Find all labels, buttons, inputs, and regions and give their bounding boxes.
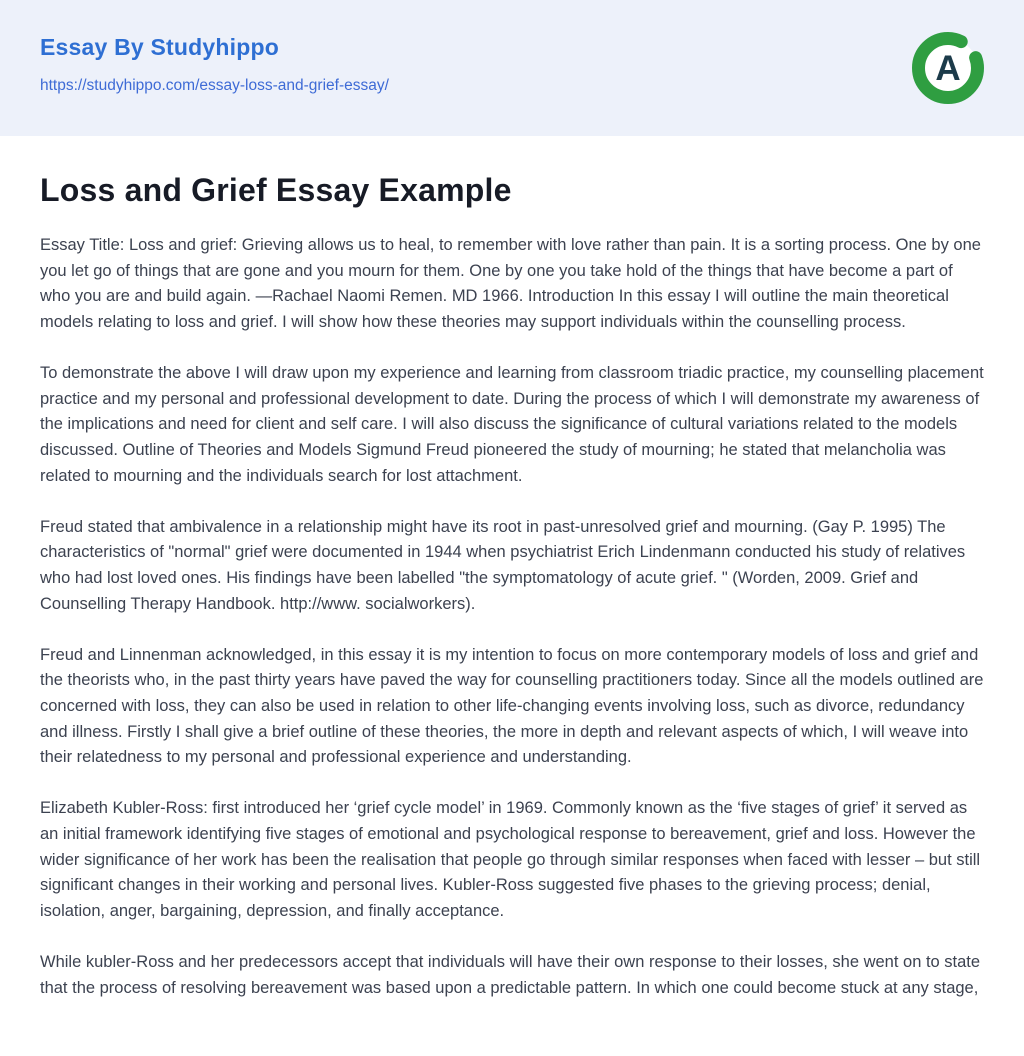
essay-paragraph: Freud and Linnenman acknowledged, in this essay it is my intention to focus on more contemporary models of loss and grief and the theorists who, in the past thirty years have paved the way for counselling practitioners today. Since all the models outlined are concerned with loss, they can also be used in relation to other life-changing events involving loss, such as divorce, redundancy and illness. Firstly I shall give a brief outline of these theories, the more in depth and relevant aspects of which, I will weave into their relatedness to my personal and professional experience and understanding. (40, 645, 984, 767)
site-title: Essay By Studyhippo (40, 34, 279, 60)
essay-title: Loss and Grief Essay Example (40, 172, 512, 208)
essay-content (0, 136, 1024, 1056)
logo-letter: A (935, 49, 961, 88)
source-url-link[interactable]: https://studyhippo.com/essay-loss-and-grief-essay/ (40, 77, 389, 94)
essay-paragraph: While kubler-Ross and her predecessors accept that individuals will have their own response to their losses, she went on to state that the process of resolving bereavement was based upon a predictable pattern. In which one could become stuck at any stage, (40, 952, 981, 997)
essay-paragraph: Freud stated that ambivalence in a relationship might have its root in past-unresolved grief and mourning. (Gay P. 1995) The characteristics of "normal" grief were documented in 1944 when psychiatrist Erich Lindenmann conducted his study of relatives who had lost loved ones. His findings have been labelled "the symptomatology of acute grief. " (Worden, 2009. Grief and Counselling Therapy Handbook. http://www. socialworkers). (40, 517, 966, 613)
studyhippo-logo-icon[interactable] (912, 32, 984, 104)
page-header (0, 0, 1024, 136)
header-text (40, 34, 389, 95)
essay-paragraph: Essay Title: Loss and grief: Grieving allows us to heal, to remember with love rather than pain. It is a sorting process. One by one you let go of things that are gone and you mourn for them. One by one you take hold of the things that have become a part of who you are and build again. —Rachael Naomi Remen. MD 1966. Introduction In this essay I will outline the main theoretical models relating to loss and grief. I will show how these theories may support individuals within the counselling process. (40, 236, 981, 332)
essay-paragraph: Elizabeth Kubler-Ross: first introduced her ‘grief cycle model’ in 1969. Commonly known as the ‘five stages of grief’ it served as an initial framework identifying five stages of emotional and psychological response to bereavement, grief and loss. However the wider significance of her work has been the realisation that people go through similar responses when faced with lesser – but still significant changes in their working and personal lives. Kubler-Ross suggested five phases to the grieving process; denial, isolation, anger, bargaining, depression, and finally acceptance. (40, 799, 981, 921)
essay-paragraph: To demonstrate the above I will draw upon my experience and learning from classroom triadic practice, my counselling placement practice and my personal and professional development to date. During the process of which I will demonstrate my awareness of the implications and need for client and self care. I will also discuss the significance of cultural variations related to the models discussed. Outline of Theories and Models Sigmund Freud pioneered the study of mourning; he stated that melancholia was related to mourning and the individuals search for lost attachment. (40, 363, 984, 485)
